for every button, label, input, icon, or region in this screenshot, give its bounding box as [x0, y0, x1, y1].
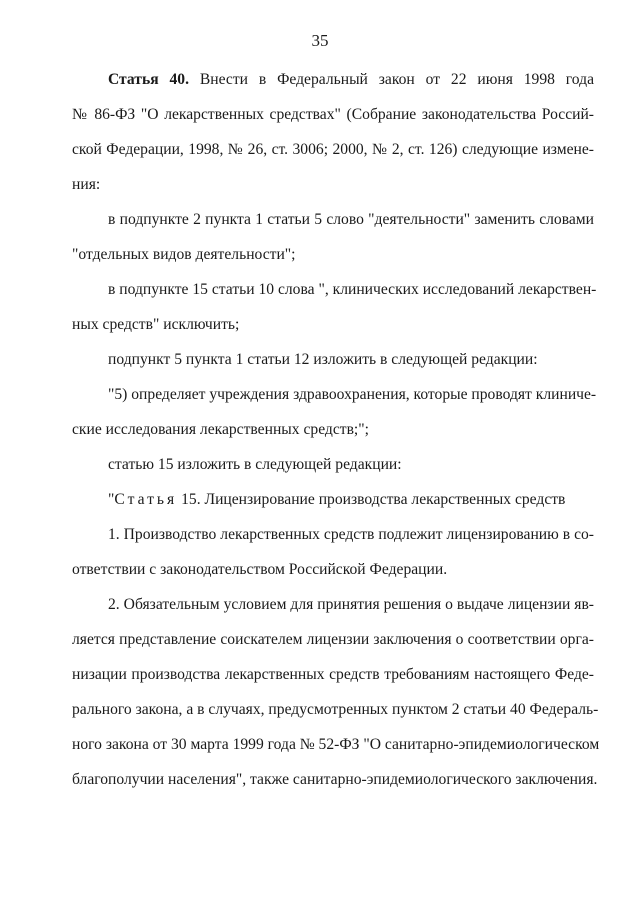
item-3: подпункт 5 пункта 1 статьи 12 изложить в следующей редакции:	[108, 351, 538, 368]
clause-1-line-2: ответствии с законодательством Российской Федерации.	[72, 561, 448, 578]
item-1-line-1: в подпункте 2 пункта 1 статьи 5 слово "деятельности" заменить словами	[108, 211, 594, 228]
page-number: 35	[311, 31, 329, 50]
article-15-heading	[72, 488, 594, 511]
item-1-line-2: "отдельных видов деятельности";	[72, 246, 296, 263]
item-4-line-1: "5) определяет учреждения здравоохранения, которые проводят клиниче-	[108, 386, 597, 403]
clause-2-line-6: благополучии населения", также санитарно-эпидемиологического заключения.	[72, 771, 598, 788]
clause-2-line-2: ляется представление соискателем лицензии заключения о соответствии орга-	[72, 631, 594, 648]
article-40-intro: Внести в Федеральный закон от 22 июня 1998 года	[189, 71, 594, 88]
item-4-line-2: ские исследования лекарственных средств;";	[72, 421, 369, 438]
clause-2-line-3: низации производства лекарственных средств требованиям настоящего Феде-	[72, 666, 594, 683]
heading-article-word: Статья	[114, 491, 178, 508]
heading-open-quote: "	[108, 491, 115, 508]
item-2-line-1: в подпункте 15 статьи 10 слова ", клинических исследований лекарствен-	[108, 281, 597, 298]
article-40-line-2: № 86-ФЗ "О лекарственных средствах" (Собрание законодательства Россий-	[72, 106, 594, 123]
article-40-line-1	[72, 68, 594, 91]
article-40-line-4: ния:	[72, 176, 101, 193]
article-40-label: Статья 40.	[108, 71, 189, 88]
article-40-line-3: ской Федерации, 1998, № 26, ст. 3006; 2000, № 2, ст. 126) следующие измене-	[72, 141, 594, 158]
item-5: статью 15 изложить в следующей редакции:	[108, 456, 402, 473]
clause-1-line-1: 1. Производство лекарственных средств подлежит лицензированию в со-	[108, 526, 594, 543]
clause-2-line-5: ного закона от 30 марта 1999 года № 52-ФЗ "О санитарно-эпидемиологическом	[72, 736, 600, 753]
clause-2-line-1: 2. Обязательным условием для принятия решения о выдаче лицензии яв-	[108, 596, 594, 613]
heading-title: 15. Лицензирование производства лекарственных средств	[177, 491, 566, 508]
item-2-line-2: ных средств" исключить;	[72, 316, 240, 333]
document-body	[72, 68, 600, 791]
clause-2-line-4: рального закона, а в случаях, предусмотренных пунктом 2 статьи 40 Федераль-	[72, 701, 599, 718]
